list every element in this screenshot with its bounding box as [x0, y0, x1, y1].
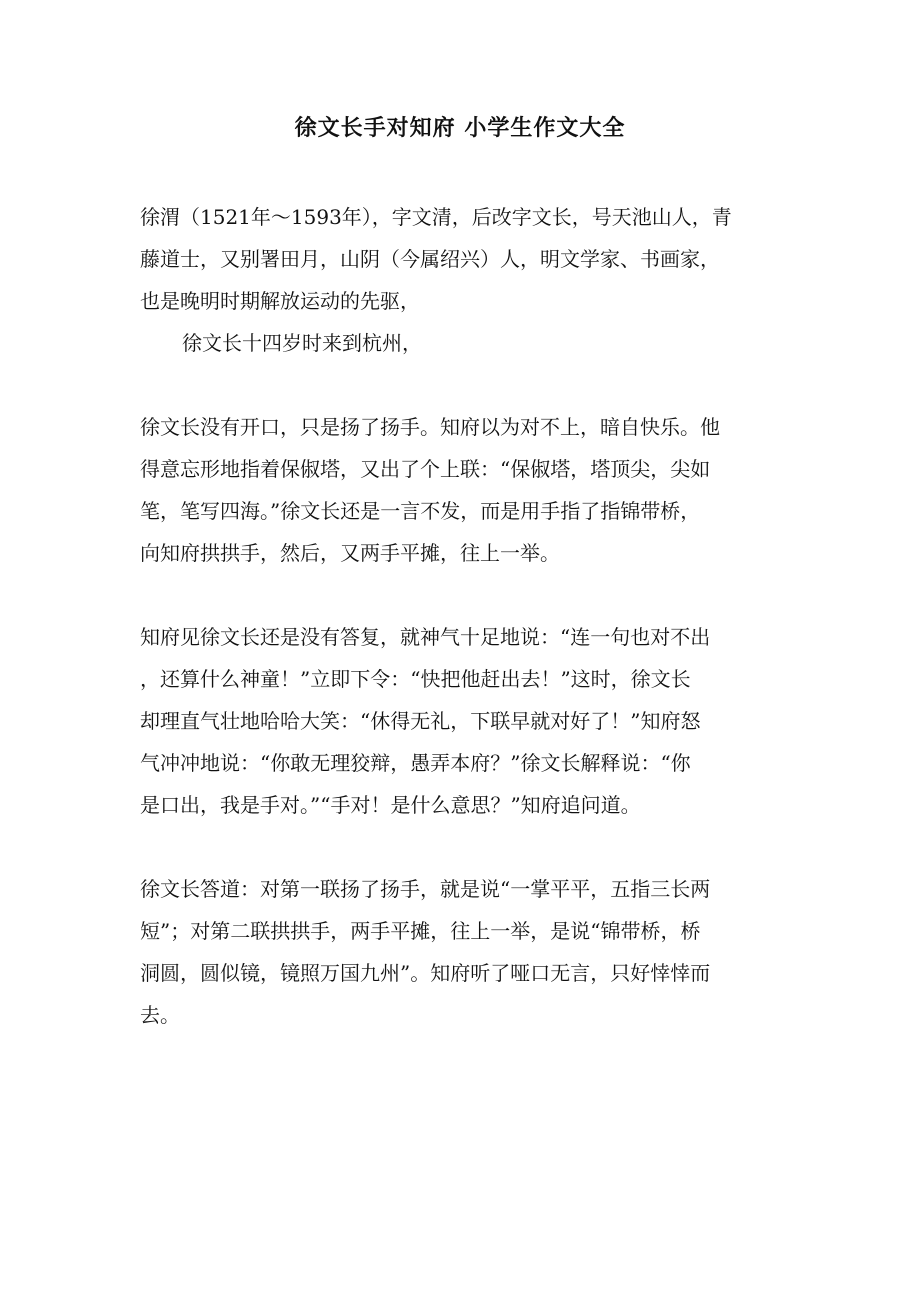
paragraph-line: 是口出，我是手对。”“手对！是什么意思？”知府追问道。: [140, 793, 641, 817]
paragraph-line: 徐文长十四岁时来到杭州，: [182, 331, 422, 355]
paragraph-hangzhou: [140, 322, 780, 364]
paragraph-line: 知府见徐文长还是没有答复，就神气十足地说：“连一句也对不出: [140, 625, 711, 649]
paragraph-line: ，还算什么神童！”立即下令：“快把他赶出去！”这时，徐文长: [140, 667, 691, 691]
paragraph-line: 向知府拱拱手，然后，又两手平摊，往上一举。: [140, 541, 560, 565]
paragraph-line: 洞圆，圆似镜，镜照万国九州”。知府听了哑口无言，只好悻悻而: [140, 961, 711, 985]
paragraph-prefect-angry: [140, 616, 780, 826]
document-title: 徐文长手对知府 小学生作文大全: [294, 115, 626, 141]
paragraph-line: 也是晚明时期解放运动的先驱，: [140, 289, 420, 313]
paragraph-line: 藤道士，又别署田月，山阴（今属绍兴）人，明文学家、书画家，: [140, 247, 720, 271]
paragraph-line: 徐文长没有开口，只是扬了扬手。知府以为对不上，暗自快乐。他: [140, 415, 720, 439]
paragraph-answer: [140, 868, 780, 1036]
paragraph-line: 去。: [140, 1003, 180, 1027]
paragraph-intro: [140, 196, 780, 322]
paragraph-line: 却理直气壮地哈哈大笑：“休得无礼，下联早就对好了！”知府怒: [140, 709, 701, 733]
paragraph-raise-hand: [140, 406, 780, 574]
paragraph-line: 徐渭（1521年～1593年），字文清，后改字文长，号天池山人，青: [140, 205, 732, 229]
paragraph-line: 得意忘形地指着保俶塔，又出了个上联：“保俶塔，塔顶尖，尖如: [140, 457, 711, 481]
paragraph-line: 气冲冲地说：“你敢无理狡辩，愚弄本府？”徐文长解释说：“你: [140, 751, 691, 775]
paragraph-line: 短”；对第二联拱拱手，两手平摊，往上一举，是说“锦带桥，桥: [140, 919, 701, 943]
paragraph-line: 笔，笔写四海。”徐文长还是一言不发，而是用手指了指锦带桥，: [140, 499, 701, 523]
paragraph-line: 徐文长答道：对第一联扬了扬手，就是说“一掌平平，五指三长两: [140, 877, 711, 901]
